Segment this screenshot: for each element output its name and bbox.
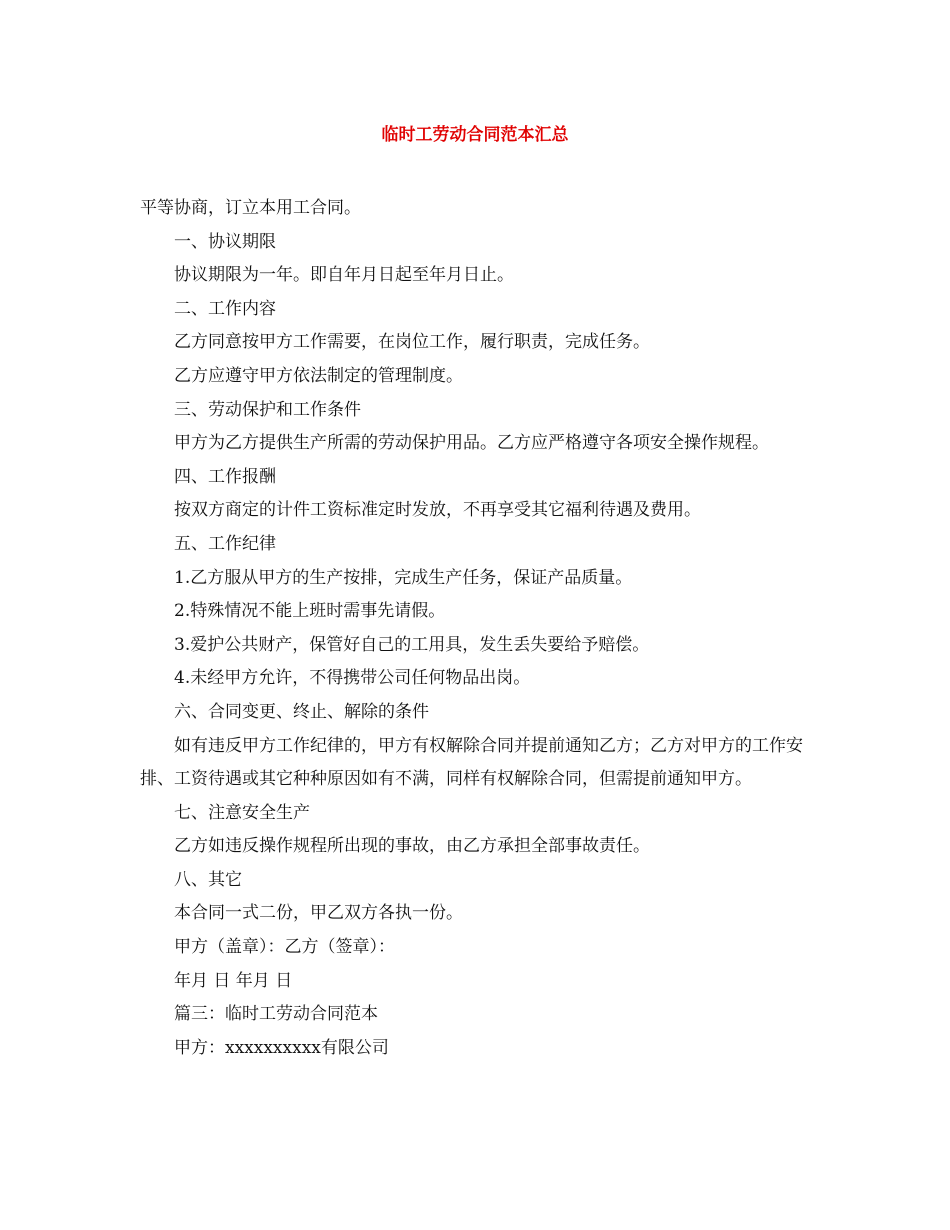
list-item: 1.乙方服从甲方的生产按排，完成生产任务，保证产品质量。	[174, 567, 633, 588]
section-heading: 七、注意安全生产	[174, 802, 310, 823]
paragraph: 甲方为乙方提供生产所需的劳动保护用品。乙方应严格遵守各项安全操作规程。	[174, 433, 769, 454]
section-heading: 六、合同变更、终止、解除的条件	[174, 701, 429, 722]
section-heading: 一、协议期限	[174, 231, 276, 252]
signature-line: 甲方（盖章）：乙方（签章）：	[174, 937, 395, 958]
paragraph: 平等协商，订立本用工合同。	[140, 198, 361, 218]
paragraph: 协议期限为一年。即自年月日起至年月日止。	[174, 265, 514, 286]
paragraph: 乙方如违反操作规程所出现的事故，由乙方承担全部事故责任。	[174, 836, 650, 857]
paragraph: 乙方同意按甲方工作需要，在岗位工作，履行职责，完成任务。	[174, 332, 650, 353]
paragraph: 按双方商定的计件工资标准定时发放，不再享受其它福利待遇及费用。	[174, 500, 701, 521]
document-title: 临时工劳动合同范本汇总	[381, 125, 569, 145]
section-heading: 八、其它	[174, 869, 242, 890]
section-heading: 四、工作报酬	[174, 466, 276, 487]
party-line: 甲方：xxxxxxxxxx有限公司	[174, 1037, 389, 1058]
section-heading: 三、劳动保护和工作条件	[174, 399, 361, 420]
document-body	[140, 192, 830, 1065]
paragraph: 乙方应遵守甲方依法制定的管理制度。	[174, 365, 463, 386]
list-item: 3.爱护公共财产，保管好自己的工用具，发生丢失要给予赔偿。	[174, 634, 650, 655]
paragraph: 本合同一式二份，甲乙双方各执一份。	[174, 903, 463, 924]
section-heading: 五、工作纪律	[174, 533, 276, 554]
section-heading: 二、工作内容	[174, 298, 276, 319]
paragraph: 如有违反甲方工作纪律的，甲方有权解除合同并提前通知乙方；乙方对甲方的工作安排、工资待遇或其它种种原因如有不满，同样有权解除合同，但需提前通知甲方。	[140, 735, 803, 790]
list-item: 2.特殊情况不能上班时需事先请假。	[174, 601, 446, 622]
list-item: 4.未经甲方允许，不得携带公司任何物品出岗。	[174, 668, 531, 689]
section-heading: 篇三：临时工劳动合同范本	[174, 1004, 378, 1025]
date-line: 年月 日 年月 日	[174, 970, 293, 991]
